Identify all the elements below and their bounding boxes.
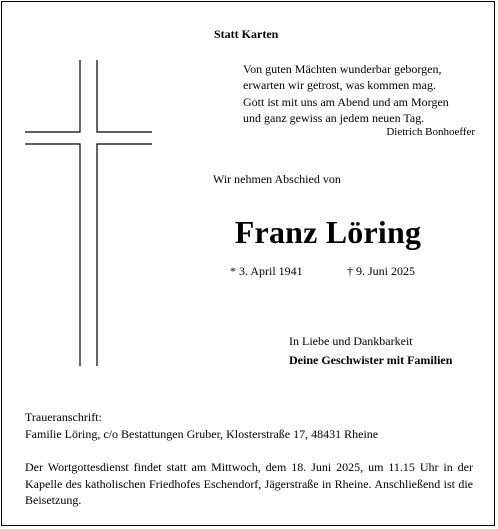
poem-line: Von guten Mächten wunderbar geborgen,	[243, 62, 442, 76]
poem	[243, 61, 449, 126]
address-text: Familie Löring, c/o Bestattungen Gruber, Klosterstraße 17, 48431 Rheine	[25, 427, 379, 441]
poem-line: Gott ist mit uns am Abend und am Morgen	[243, 94, 449, 109]
birth-date: * 3. April 1941	[230, 264, 303, 278]
service-info: Der Wortgottesdienst findet statt am Mittwoch, dem 18. Juni 2025, um 11.15 Uhr in der Kapelle des katholischen Friedhofes Eschendorf, Jägerstraße in Rheine. Anschließend ist die Beisetzung.	[25, 460, 473, 507]
intro-text: Wir nehmen Abschied von	[213, 172, 341, 186]
closing-line: In Liebe und Dankbarkeit	[289, 334, 413, 348]
poem-author: Dietrich Bonhoeffer	[386, 126, 475, 138]
signature: Deine Geschwister mit Familien	[289, 353, 453, 367]
address-label: Traueranschrift:	[25, 410, 102, 424]
poem-line: erwarten wir getrost, was kommen mag.	[243, 78, 436, 93]
poem-line: und ganz gewiss an jedem neuen Tag.	[243, 110, 425, 125]
deceased-name: Franz Löring	[234, 214, 422, 250]
heading: Statt Karten	[214, 27, 279, 41]
death-date: † 9. Juni 2025	[347, 264, 416, 278]
